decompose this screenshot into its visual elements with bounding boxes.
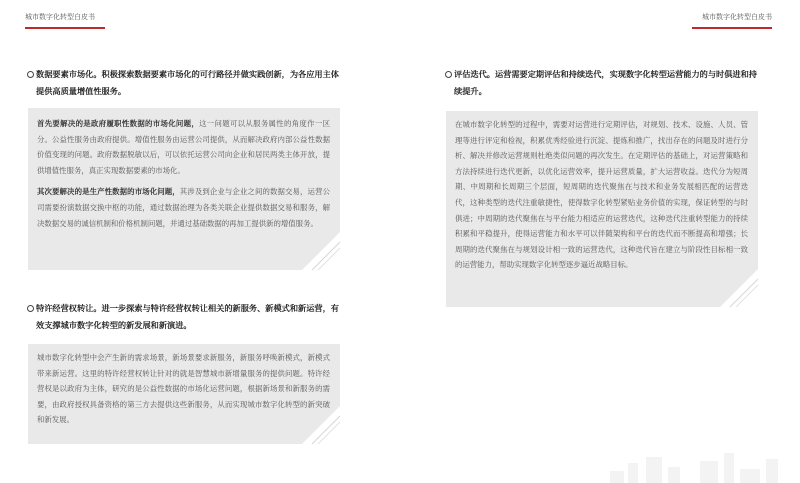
iteration-heading-text: 评估迭代。运营需要定期评估和持续迭代，实现数字化转型运营能力的与时俱进和持续提升。 <box>454 69 757 96</box>
right-header-accent-line <box>692 27 772 29</box>
corner-stripe-icon <box>720 269 758 307</box>
franchise-heading-text: 特许经营权转让。进一步探索与特许经营权转让相关的新服务、新模式和新运营，有效支撑城市数字化转型的新发展和新演进。 <box>36 303 339 330</box>
iteration-paragraph: 在城市数字化转型的过程中，需要对运营进行定期评估，对规划、技术、设施、人员、管理等进行评定和检视，积累优秀经验进行沉淀、提炼和推广，找出存在的问题及时进行分析、解决并修改运营规则杜绝类似问题的再次发生。在定期评估的基础上，对运营策略和方法持续进行迭代更新，以优化运营效率，提升运营质量，扩大运营收益。迭代分为短周期、中周期和长周期三个层面，短周期的迭代聚焦在与技术和业务发展相匹配的运营迭代，这种类型的迭代注重敏捷性，使得数字化转型紧贴业务价值的实现，保证转型的与时俱进；中周期的迭代聚焦在与平台能力相适应的运营迭代，这种迭代注重转型能力的持续积累和平稳提升，使得运营能力和水平可以伴随架构和平台的迭代而不断提高和增强；长周期的迭代聚焦在与规划设计相一致的运营迭代，这种迭代旨在建立与阶段性目标相一致的运营能力，帮助实现数字化转型逐步逼近战略目标。 <box>455 120 748 270</box>
paragraph-2-body: 其涉及到企业与企业之间的数据交易，运营公司需要扮演数据交换中枢的功能，通过数据治理为各类关联企业提供数据交易和服务，解决数据交易的诚信机制和价格机制问题，并通过基础数据的再加工提供新的增值服务。 <box>37 187 330 228</box>
bullet-ring-icon <box>445 71 452 78</box>
paragraph-1-body: 这一问题可以从服务属性的角度作一区分。公益性服务由政府提供。增值性服务由运营公司提供，从而解决政府内部公益性数据价值变现的问题。政府数据脱敏以后，可以依托运营公司向企业和居民两类主体开放，提供增值性服务，真正实现数据要素的市场化。 <box>37 119 330 175</box>
skyline-decoration <box>646 457 662 483</box>
skyline-decoration <box>700 461 718 483</box>
data-element-heading <box>36 66 344 100</box>
franchise-heading <box>36 300 344 334</box>
skyline-decoration <box>628 463 638 483</box>
skyline-decoration <box>610 471 624 483</box>
right-running-header: 城市数字化转型白皮书 <box>702 13 772 21</box>
paragraph-1-lead: 首先要解决的是政府履职性数据的市场化问题， <box>37 119 200 128</box>
skyline-decoration <box>766 459 778 483</box>
data-element-paragraph-1 <box>37 116 330 178</box>
data-element-paragraph-2 <box>37 184 330 231</box>
skyline-decoration <box>740 469 760 483</box>
left-header-accent-line <box>25 27 105 29</box>
box-corner-cut <box>720 269 758 307</box>
franchise-box <box>28 344 340 444</box>
paragraph-2-lead: 其次要解决的是生产性数据的市场化问题， <box>37 187 180 197</box>
bullet-ring-icon <box>27 305 34 312</box>
box-corner-cut <box>302 232 340 270</box>
bullet-ring-icon <box>27 71 34 78</box>
franchise-paragraph: 城市数字化转型中会产生新的需求场景，新场景要求新服务，新服务呼唤新模式，新模式带来新运营。这里的特许经营权转让针对的就是智慧城市新增量服务的提供问题。特许经营权是以政府为主体，研究的是公益性数据的市场化运营问题，根据新场景和新服务的需要，由政府授权具备资格的第三方去提供这些新服务，从而实现城市数字化转型的新突破和新发展。 <box>37 353 330 425</box>
iteration-heading <box>454 66 759 100</box>
data-element-box <box>28 108 340 270</box>
left-running-header: 城市数字化转型白皮书 <box>25 13 95 21</box>
data-element-heading-text: 数据要素市场化。积极探索数据要素市场化的可行路径并做实践创新，为各应用主体提供高质量增值性服务。 <box>36 69 339 96</box>
iteration-box <box>446 111 758 307</box>
skyline-decoration <box>668 467 680 483</box>
corner-stripe-icon <box>302 232 340 270</box>
skyline-decoration <box>724 453 734 483</box>
